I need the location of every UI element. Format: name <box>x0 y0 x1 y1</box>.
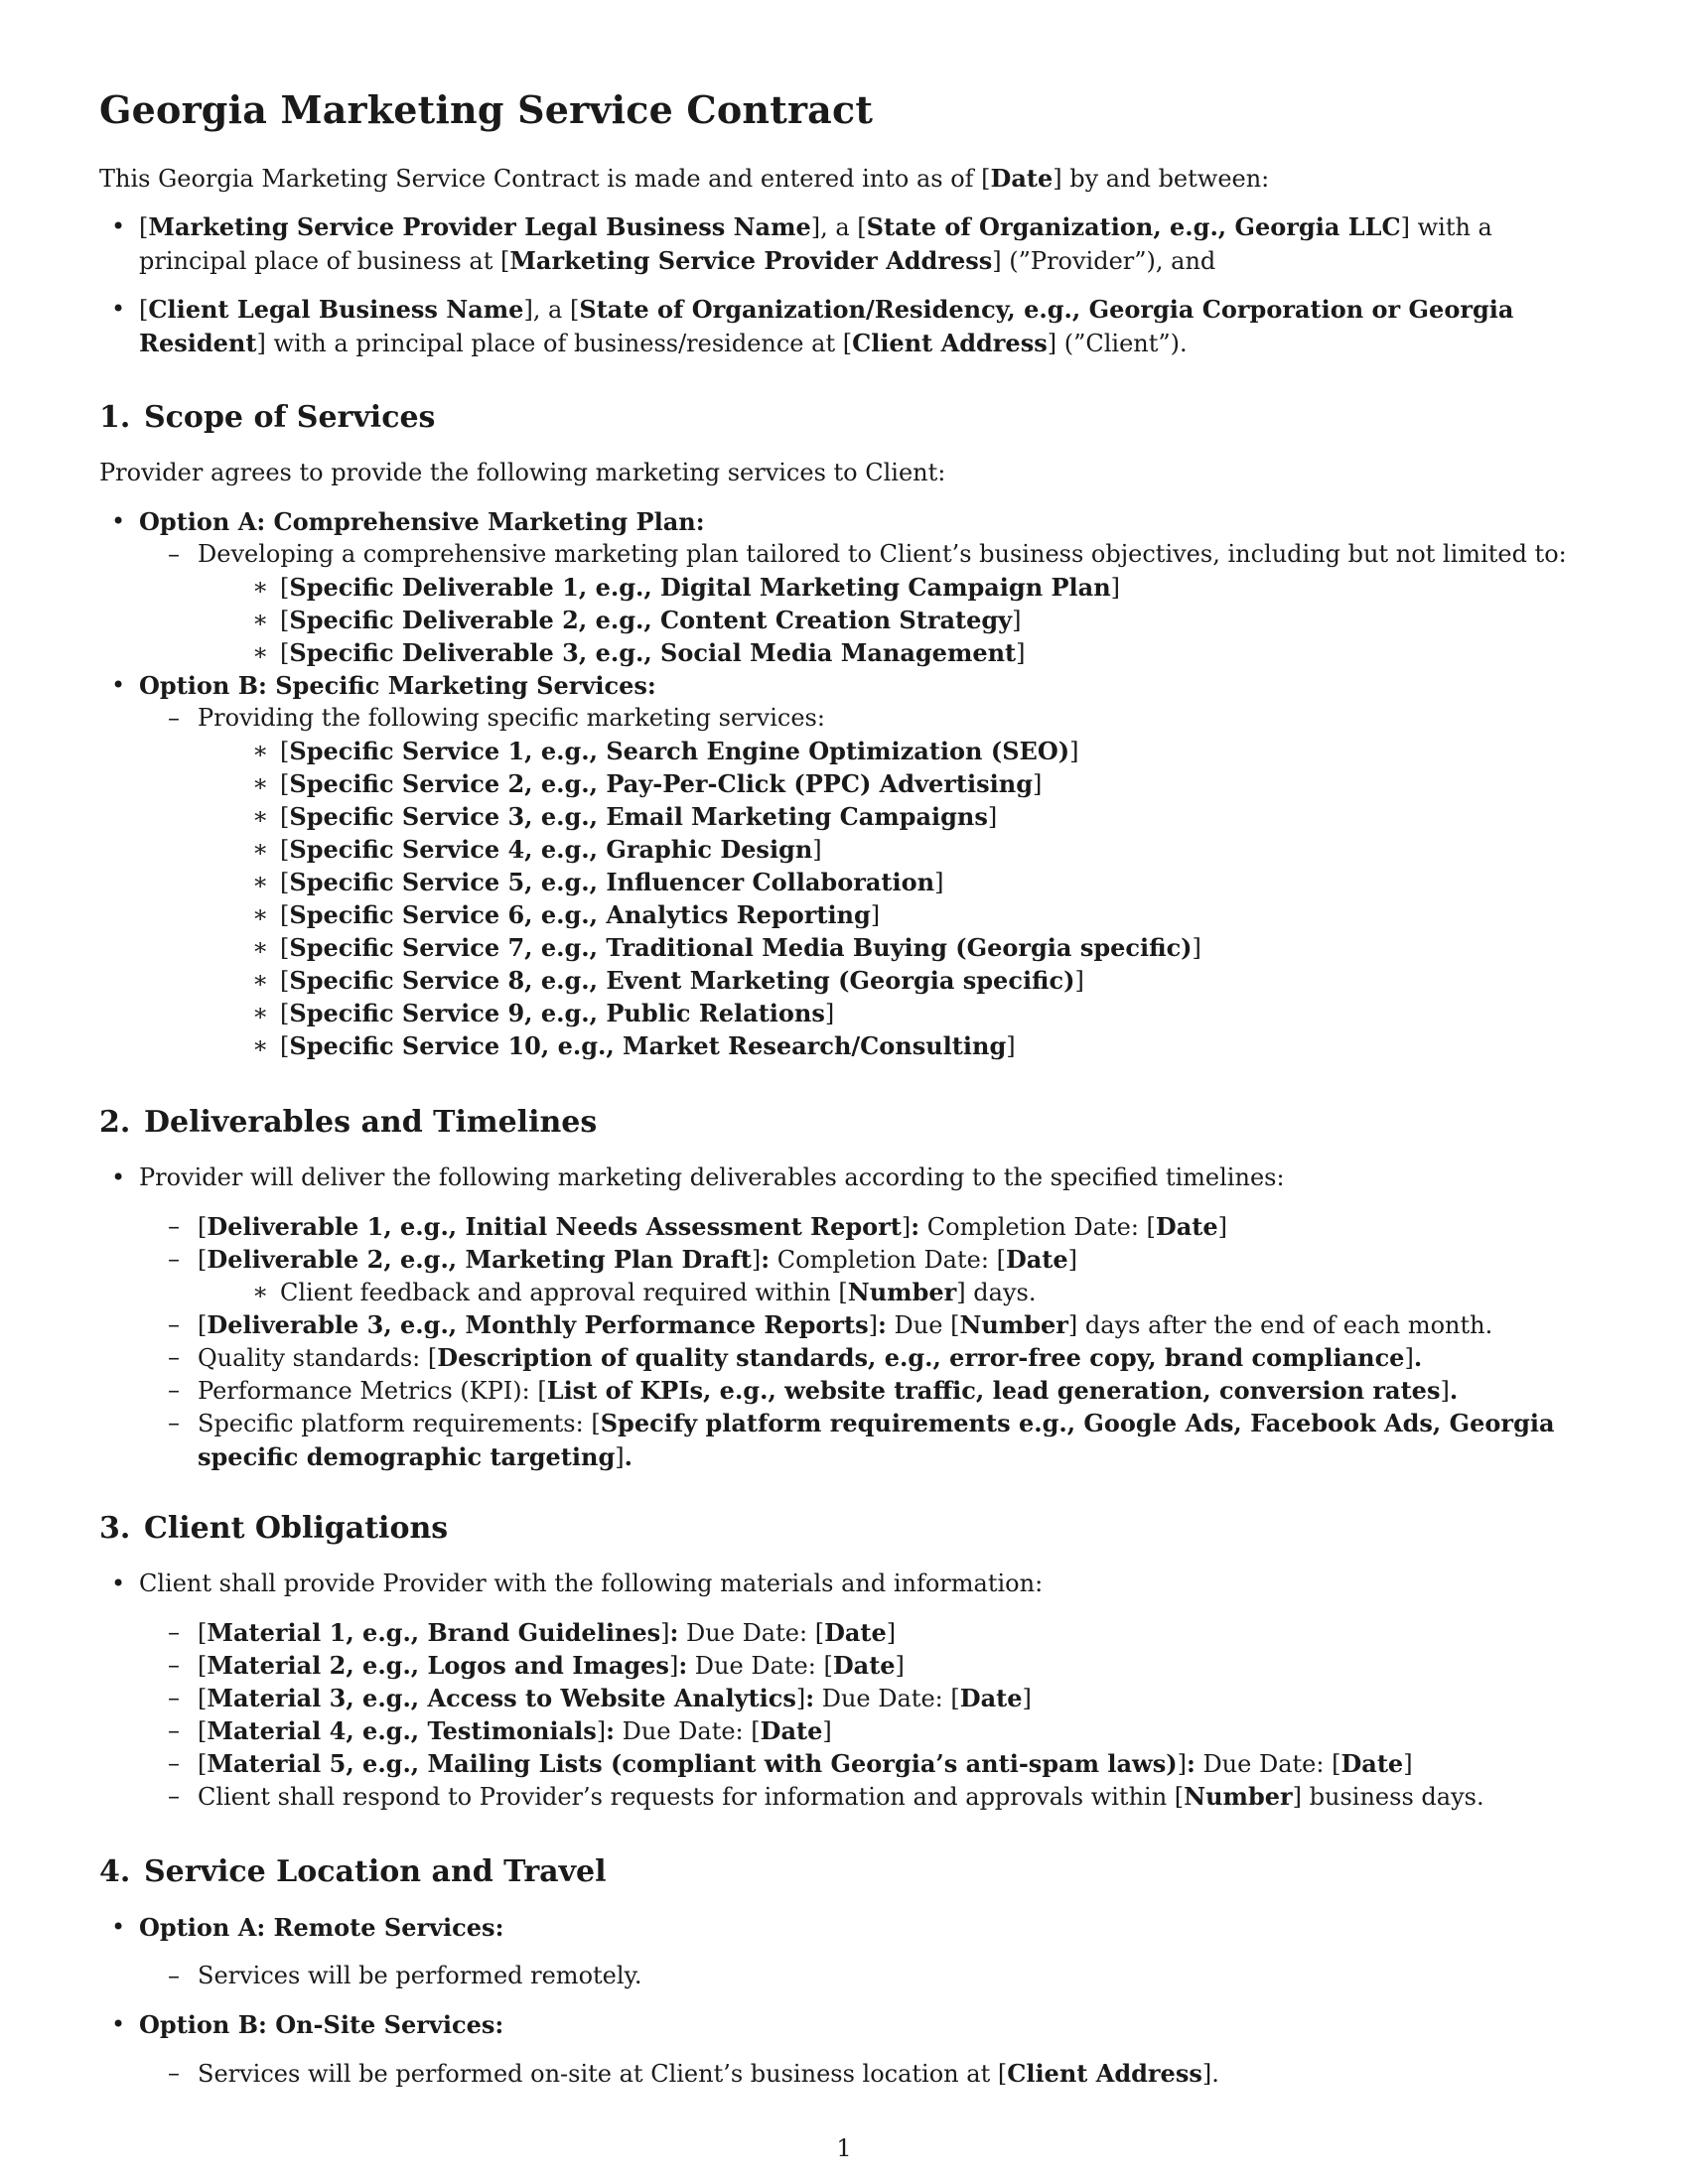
scope-option-b-desc: – Providing the following specific marketing services: <box>198 702 825 735</box>
deliverable-sub-row: ∗ Client feedback and approval required within [Number] days. <box>280 1276 1036 1309</box>
service-item: ∗ [Specific Service 4, e.g., Graphic Design] <box>280 833 822 867</box>
material-row: – [Material 5, e.g., Mailing Lists (compliant with Georgia’s anti-spam laws)]: Due Date: [Date] <box>198 1747 1413 1781</box>
deliverable-item: ∗ [Specific Deliverable 2, e.g., Content Creation Strategy] <box>280 604 1022 637</box>
party-provider: • [Marketing Service Provider Legal Business Name], a [State of Organization, e.g., Georgia LLC] with a principal place of business at [Marketing Service Provider Address] (”Provider”), and <box>139 210 1589 278</box>
scope-option-a-desc: – Developing a comprehensive marketing plan tailored to Client’s business objectives, including but not limited to: <box>198 538 1567 571</box>
service-item: ∗ [Specific Service 10, e.g., Market Research/Consulting] <box>280 1029 1016 1063</box>
section-1-heading: 1. Scope of Services <box>99 400 436 435</box>
material-row: – [Material 2, e.g., Logos and Images]: Due Date: [Date] <box>198 1649 905 1683</box>
document-page <box>99 0 1589 2184</box>
service-item: ∗ [Specific Service 8, e.g., Event Marketing (Georgia specific)] <box>280 964 1084 998</box>
section-2-heading: 2. Deliverables and Timelines <box>99 1105 598 1140</box>
deliverable-row: – [Deliverable 1, e.g., Initial Needs Assessment Report]: Completion Date: [Date] <box>198 1210 1227 1244</box>
section-4-heading: 4. Service Location and Travel <box>99 1854 607 1889</box>
deliverable-row: – [Deliverable 2, e.g., Marketing Plan Draft]: Completion Date: [Date] <box>198 1243 1077 1277</box>
material-row: – [Material 3, e.g., Access to Website Analytics]: Due Date: [Date] <box>198 1682 1032 1715</box>
location-option-b-desc: – Services will be performed on-site at Client’s business location at [Client Address]. <box>198 2057 1219 2091</box>
quality-standards-row: – Quality standards: [Description of quality standards, e.g., error-free copy, brand compliance]. <box>198 1341 1422 1375</box>
service-item: ∗ [Specific Service 6, e.g., Analytics Reporting] <box>280 898 880 932</box>
service-item: ∗ [Specific Service 2, e.g., Pay-Per-Click (PPC) Advertising] <box>280 767 1042 801</box>
page-number: 1 <box>836 2134 852 2162</box>
service-item: ∗ [Specific Service 5, e.g., Influencer Collaboration] <box>280 866 943 899</box>
service-item: ∗ [Specific Service 9, e.g., Public Relations] <box>280 997 834 1030</box>
section-2-intro: • Provider will deliver the following marketing deliverables according to the specified timelines: <box>139 1161 1285 1194</box>
deliverable-item: ∗ [Specific Deliverable 3, e.g., Social Media Management] <box>280 636 1026 670</box>
location-option-b: • Option B: On-Site Services: <box>139 2008 503 2042</box>
location-option-a-desc: – Services will be performed remotely. <box>198 1960 642 1992</box>
service-item: ∗ [Specific Service 3, e.g., Email Marketing Campaigns] <box>280 800 997 834</box>
response-time-row: – Client shall respond to Provider’s requests for information and approvals within [Number] business days. <box>198 1780 1484 1814</box>
section-3-intro: • Client shall provide Provider with the following materials and information: <box>139 1568 1043 1600</box>
platform-requirements-row: – Specific platform requirements: [Specify platform requirements e.g., Google Ads, Facebook Ads, Georgia specific demographic targeting]. <box>198 1407 1593 1474</box>
party-client: • [Client Legal Business Name], a [State of Organization/Residency, e.g., Georgia Corporation or Georgia Resident] with a principal place of business/residence at [Client Address] (”Client”). <box>139 293 1589 360</box>
deliverable-item: ∗ [Specific Deliverable 1, e.g., Digital Marketing Campaign Plan] <box>280 571 1120 605</box>
section-3-heading: 3. Client Obligations <box>99 1511 449 1546</box>
material-row: – [Material 1, e.g., Brand Guidelines]: Due Date: [Date] <box>198 1616 896 1650</box>
intro-paragraph: This Georgia Marketing Service Contract is made and entered into as of [Date] by and between: <box>99 164 1270 193</box>
scope-option-b: • Option B: Specific Marketing Services: <box>139 669 656 703</box>
section-1-intro: Provider agrees to provide the following marketing services to Client: <box>99 459 946 486</box>
service-item: ∗ [Specific Service 1, e.g., Search Engine Optimization (SEO)] <box>280 735 1078 768</box>
location-option-a: • Option A: Remote Services: <box>139 1911 503 1945</box>
material-row: – [Material 4, e.g., Testimonials]: Due Date: [Date] <box>198 1714 832 1748</box>
deliverable-row: – [Deliverable 3, e.g., Monthly Performance Reports]: Due [Number] days after the end of each month. <box>198 1308 1492 1342</box>
scope-option-a: • Option A: Comprehensive Marketing Plan: <box>139 505 705 539</box>
kpi-row: – Performance Metrics (KPI): [List of KPIs, e.g., website traffic, lead generation, conversion rates]. <box>198 1374 1458 1408</box>
service-item: ∗ [Specific Service 7, e.g., Traditional Media Buying (Georgia specific)] <box>280 931 1201 965</box>
document-title: Georgia Marketing Service Contract <box>99 87 874 132</box>
